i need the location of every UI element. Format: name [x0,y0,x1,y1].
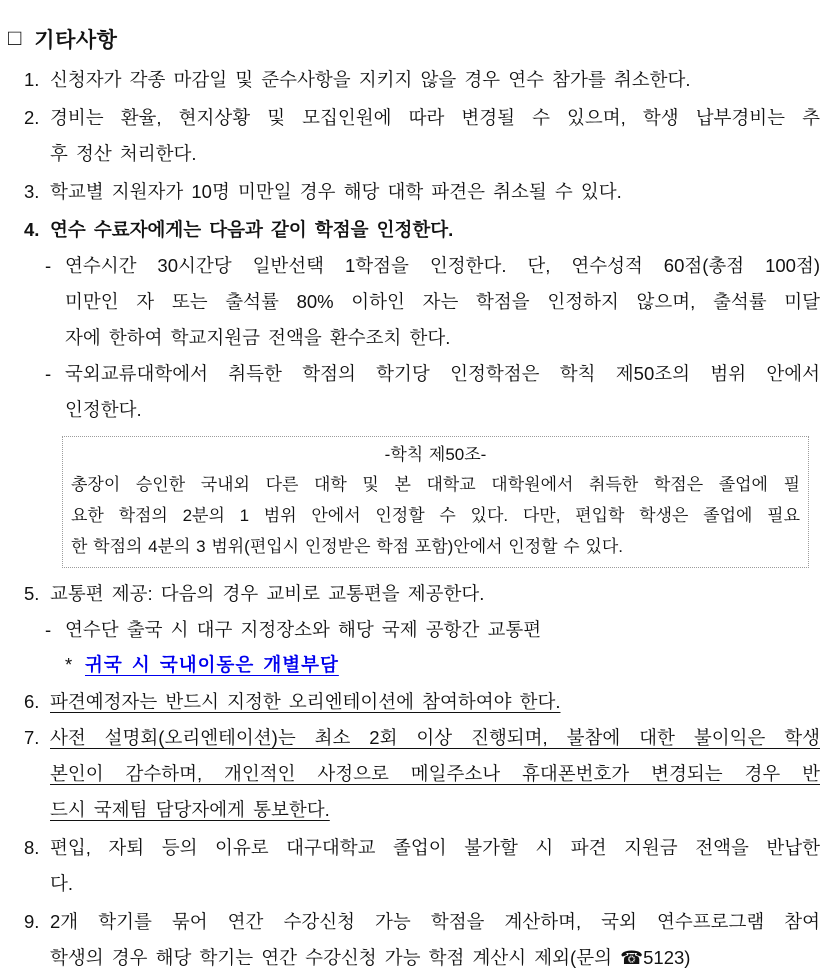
item-list [8,62,820,976]
rule-box-article-50 [62,436,809,568]
item-number: 7. [24,727,40,748]
note-blue-text: 귀국 시 국내이동은 개별부담 [85,654,339,675]
item-text-line: 편입, 자퇴 등의 이유로 대구대학교 졸업이 불가할 시 파견 지원금 전액을 반납한 [50,837,820,858]
item-text-line: 학교별 지원자가 10명 미만일 경우 해당 대학 파견은 취소될 수 있다. [50,181,622,202]
item-text-line: 연수 수료자에게는 다음과 같이 학점을 인정한다. [50,219,454,240]
sub-item-transport [24,612,820,648]
item-text-line: 교통편 제공: 다음의 경우 교비로 교통편을 제공한다. [50,583,485,604]
sub-text-line: 인정한다. [65,399,142,420]
dash-bullet: - [45,255,52,276]
asterisk-bullet: * [65,654,73,675]
item-number: 8. [24,837,40,858]
sub-item-credit-rule [24,248,820,356]
item-number: 9. [24,911,40,932]
item-number: 1. [24,69,40,90]
sub-text-line: 미만인 자 또는 출석률 80% 이하인 자는 학점을 인정하지 않으며, 출석률 미달 [65,291,820,312]
list-item-3 [24,174,820,210]
dash-bullet: - [45,619,52,640]
item-text-line: 학생의 경우 해당 학기는 연간 수강신청 가능 학점 계산시 제외(문의 ☎︎5123) [50,947,691,968]
sub-item-transfer-credit [24,356,820,428]
item-text-line: 경비는 환율, 현지상황 및 모집인원에 따라 변경될 수 있으며, 학생 납부경비는 추 [50,107,820,128]
item-text-line: 본인이 감수하며, 개인적인 사정으로 메일주소나 휴대폰번호가 변경되는 경우 반 [50,763,820,784]
item-text-line: 다. [50,873,74,894]
item-text-line: 파견예정자는 반드시 지정한 오리엔테이션에 참여하여야 한다. [50,691,561,712]
rule-box-line: 한 학점의 4분의 3 범위(편입시 인정받은 학점 포함)안에서 인정할 수 있다. [71,537,624,556]
item-number: 6. [24,691,40,712]
item-number: 5. [24,583,40,604]
section-title-text: 기타사항 [34,29,118,52]
sub-text-line: 자에 한하여 학교지원금 전액을 환수조치 한다. [65,327,451,348]
rule-box-line: 요한 학점의 2분의 1 범위 안에서 인정할 수 있다. 다만, 편입학 학생은 졸업에 필요 [71,506,800,525]
rule-box-line: 총장이 승인한 국내외 다른 대학 및 본 대학교 대학원에서 취득한 학점은 졸업에 필 [71,475,800,494]
square-bullet-icon: □ [8,25,22,50]
list-item-7 [24,720,820,828]
sub-text-line: 연수시간 30시간당 일반선택 1학점을 인정한다. 단, 연수성적 60점(총점 100점) [65,255,820,276]
item-text-line: 신청자가 각종 마감일 및 준수사항을 지키지 않을 경우 연수 참가를 취소한다. [50,69,691,90]
sub-text-line: 연수단 출국 시 대구 지정장소와 해당 국제 공항간 교통편 [65,619,542,640]
item-text-line: 후 정산 처리한다. [50,143,197,164]
list-item-9 [24,904,820,976]
list-item-8 [24,830,820,902]
note-row [24,648,820,682]
section-title [8,24,820,54]
item-text-line: 2개 학기를 묶어 연간 수강신청 가능 학점을 계산하며, 국외 연수프로그램 참여 [50,911,820,932]
item-text-line: 드시 국제팀 담당자에게 통보한다. [50,799,330,820]
sub-text-line: 국외교류대학에서 취득한 학점의 학기당 인정학점은 학칙 제50조의 범위 안에서 [65,363,820,384]
item-number: 4. [24,219,40,240]
list-item-1 [24,62,820,98]
list-item-2 [24,100,820,172]
list-item-6 [24,684,820,720]
item-number: 2. [24,107,40,128]
item-text-line: 사전 설명회(오리엔테이션)는 최소 2회 이상 진행되며, 불참에 대한 불이익은 학생 [50,727,820,748]
item-number: 3. [24,181,40,202]
list-item-5 [24,576,820,612]
rule-box-title: -학칙 제50조- [384,445,487,464]
list-item-4 [24,212,820,248]
dash-bullet: - [45,363,52,384]
